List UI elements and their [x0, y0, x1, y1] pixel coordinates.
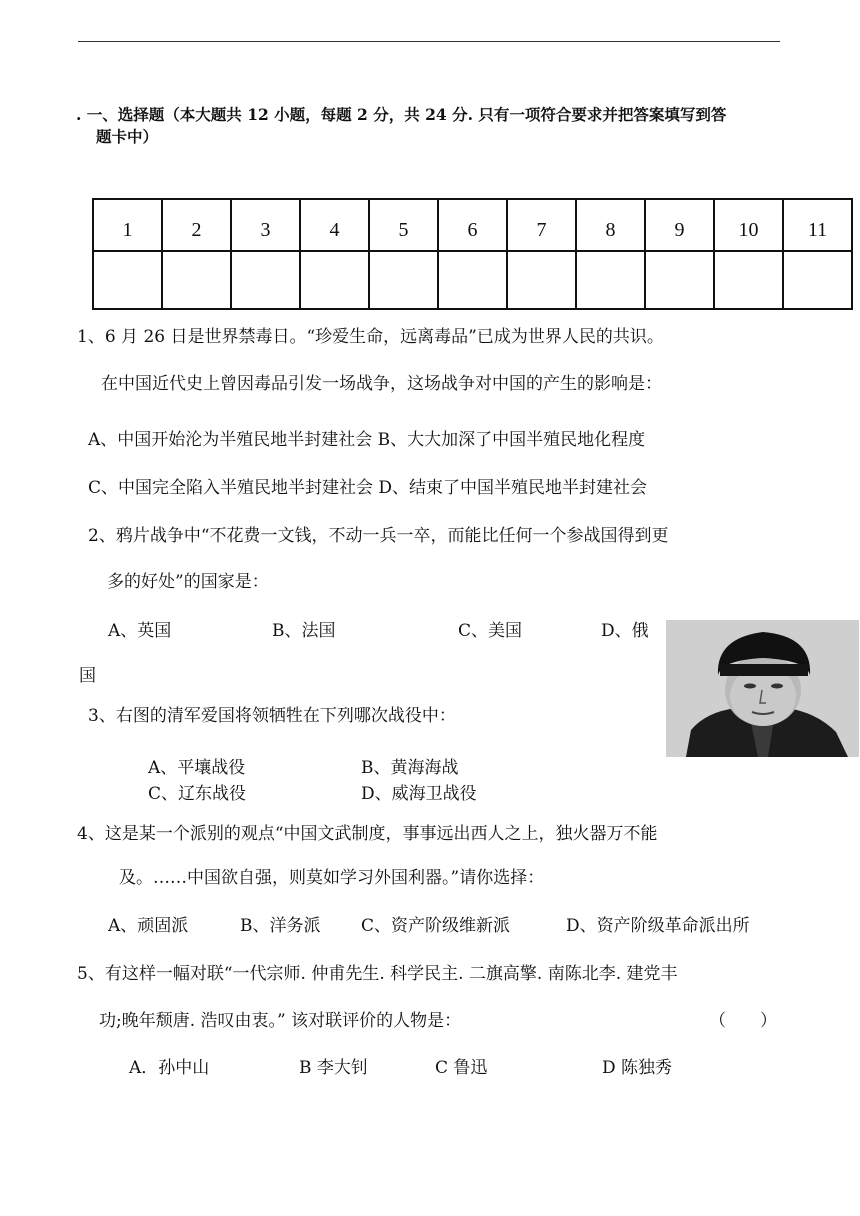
question-2-option-d-cont: 国	[79, 666, 96, 686]
question-2-line-1: 2、鸦片战争中“不花费一文钱，不动一兵一卒，而能比任何一个参战国得到更	[88, 526, 669, 546]
answer-number: 6	[438, 199, 507, 251]
question-2-line-2: 多的好处”的国家是：	[107, 572, 269, 592]
answer-cell[interactable]	[93, 251, 162, 309]
question-1-options-ab: A、中国开始沦为半殖民地半封建社会 B、大大加深了中国半殖民地化程度	[88, 430, 646, 450]
answer-table-header-row	[93, 199, 852, 251]
answer-cell[interactable]	[783, 251, 852, 309]
question-2-option-c: C、美国	[458, 621, 523, 641]
question-4-option-c: C、资产阶级维新派	[361, 916, 511, 936]
answer-cell[interactable]	[300, 251, 369, 309]
question-1-line-2: 在中国近代史上曾因毒品引发一场战争，这场战争对中国的产生的影响是：	[101, 374, 662, 394]
answer-table	[92, 198, 853, 310]
question-3-option-b: B、黄海海战	[361, 758, 459, 778]
answer-number: 3	[231, 199, 300, 251]
answer-cell[interactable]	[507, 251, 576, 309]
question-2-option-d: D、俄	[601, 621, 649, 641]
answer-cell[interactable]	[369, 251, 438, 309]
question-5-option-b: B 李大钊	[299, 1058, 368, 1078]
question-2-option-a: A、英国	[108, 621, 172, 641]
question-3-option-d: D、威海卫战役	[361, 784, 477, 804]
answer-cell[interactable]	[714, 251, 783, 309]
answer-cell[interactable]	[162, 251, 231, 309]
question-4-option-b: B、洋务派	[240, 916, 321, 936]
portrait-image	[666, 620, 859, 757]
answer-cell[interactable]	[576, 251, 645, 309]
question-5-line-2: 功;晚年颓唐. 浩叹由衷。” 该对联评价的人物是：	[99, 1011, 462, 1031]
section-heading-cont: 题卡中）	[96, 127, 159, 146]
answer-number: 4	[300, 199, 369, 251]
question-2-option-b: B、法国	[272, 621, 336, 641]
top-rule	[78, 41, 780, 42]
answer-number: 10	[714, 199, 783, 251]
qing-general-portrait	[666, 620, 859, 757]
question-1-options-cd: C、中国完全陷入半殖民地半封建社会 D、结束了中国半殖民地半封建社会	[88, 478, 648, 498]
answer-number: 11	[783, 199, 852, 251]
question-5-option-a: A．孙中山	[129, 1058, 210, 1078]
answer-table-blank-row	[93, 251, 852, 309]
question-4-option-d: D、资产阶级革命派出所	[566, 916, 750, 936]
question-3-option-c: C、辽东战役	[148, 784, 247, 804]
question-5-line-1: 5、有这样一幅对联“一代宗师. 仲甫先生. 科学民主. 二旗高擎. 南陈北李. 建党丰	[77, 964, 678, 984]
answer-number: 5	[369, 199, 438, 251]
answer-number: 9	[645, 199, 714, 251]
answer-number: 2	[162, 199, 231, 251]
question-5-option-c: C 鲁迅	[435, 1058, 488, 1078]
answer-number: 8	[576, 199, 645, 251]
question-4-line-2: 及。……中国欲自强，则莫如学习外国利器。”请你选择：	[119, 868, 545, 888]
question-4-option-a: A、顽固派	[108, 916, 189, 936]
answer-cell[interactable]	[231, 251, 300, 309]
question-5-option-d: D 陈独秀	[602, 1058, 673, 1078]
question-3-option-a: A、平壤战役	[148, 758, 246, 778]
answer-bracket: （ ）	[709, 1011, 777, 1031]
answer-number: 1	[93, 199, 162, 251]
answer-cell[interactable]	[645, 251, 714, 309]
section-heading: . 一、选择题（本大题共 12 小题，每题 2 分，共 24 分. 只有一项符合要求并把答案填写到答	[76, 105, 727, 124]
answer-cell[interactable]	[438, 251, 507, 309]
question-4-line-1: 4、这是某一个派别的观点“中国文武制度，事事远出西人之上，独火器万不能	[77, 824, 658, 844]
question-3-line-1: 3、右图的清军爱国将领牺牲在下列哪次战役中：	[88, 706, 456, 726]
question-1-line-1: 1、6 月 26 日是世界禁毒日。“珍爱生命，远离毒品”已成为世界人民的共识。	[77, 327, 664, 347]
answer-number: 7	[507, 199, 576, 251]
